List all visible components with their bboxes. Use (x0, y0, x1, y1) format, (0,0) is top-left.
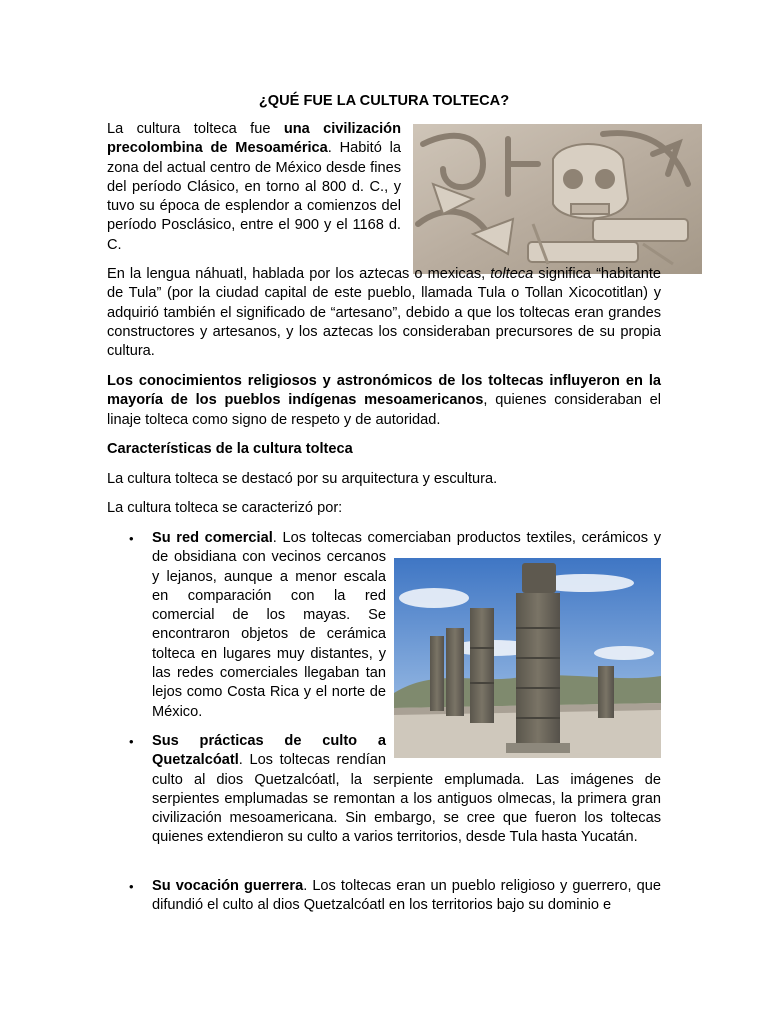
bullet-1-body: . Los toltecas comerciaban productos textiles, cerámicos y de obsidiana con vecinos cercanos y lejanos, aunque a menor escala en comparación con la red comercial de los mayas. Se encontraron objetos de cerámica tolteca en lugares muy distantes, y las redes comerciales llegaban tan lejos como Costa Rica y el norte de México. (152, 530, 661, 720)
bullet-2-bold: Sus prácticas de culto a Quetzalcóatl (152, 733, 386, 769)
nahuatl-paragraph (107, 265, 661, 361)
line-architecture: La cultura tolteca se destacó por su arquitectura y escultura. (107, 471, 498, 487)
bullet-1-glyph: • (129, 531, 134, 546)
intro-bold: una civilización precolombina de Mesoamérica (107, 121, 401, 157)
stone-relief-illustration (413, 124, 702, 274)
document-title: ¿QUÉ FUE LA CULTURA TOLTECA? (258, 93, 510, 109)
nahuatl-post: significa “habitante de Tula” (por la ciudad capital de este pueblo, llamada Tula o Tollan Xicocotitlan) y adquirió también el significado de “artesano”, debido a que los toltecas eran grandes constructores y artesanos, y los aztecas los consideraban precursores de su propia cultura. (107, 266, 661, 360)
nahuatl-italic: tolteca (490, 266, 534, 282)
intro-pre: La cultura tolteca fue (107, 121, 284, 137)
bullet-3-body: . Los toltecas eran un pueblo religioso y guerrero, que difundió el culto al dios Quetzalcóatl en los territorios bajo su dominio e (152, 878, 661, 914)
intro-paragraph (107, 120, 401, 255)
bullet-1-text (152, 529, 661, 730)
knowledge-bold: Los conocimientos religiosos y astronómicos de los toltecas influyeron en la mayoría de los pueblos indígenas mesoamericanos (107, 373, 661, 409)
knowledge-paragraph (107, 372, 661, 430)
section-heading: Características de la cultura tolteca (107, 441, 353, 457)
nahuatl-pre: En la lengua náhuatl, hablada por los aztecas o mexicas, (107, 266, 491, 282)
line-characterized: La cultura tolteca se caracterizó por: (107, 500, 343, 516)
bullet-3-glyph: • (129, 879, 134, 894)
stone-relief-image (413, 124, 702, 274)
bullet-2-text (152, 732, 661, 848)
bullet-3-text (152, 877, 661, 916)
bullet-2-glyph: • (129, 734, 134, 749)
bullet-3-bold: Su vocación guerrera (152, 878, 304, 894)
knowledge-post: , quienes consideraban el linaje tolteca como signo de respeto y de autoridad. (107, 392, 661, 428)
bullet-2-body: . Los toltecas rendían culto al dios Quetzalcóatl, la serpiente emplumada. Las imágenes de serpientes emplumadas se remontan a los antiguos olmecas, la primera gran civilización mesoamericana. Sin embargo, se cree que fueron los toltecas quienes extendieron su culto a varios territorios, desde Tula hasta Yucatán. (152, 752, 661, 846)
bullet-1-bold: Su red comercial (152, 530, 273, 546)
intro-post: . Habitó la zona del actual centro de México desde fines del período Clásico, en torno al 800 d. C., y tuvo su época de esplendor a comienzos del período Posclásico, entre el 900 y el 1168 d. C. (107, 140, 401, 253)
